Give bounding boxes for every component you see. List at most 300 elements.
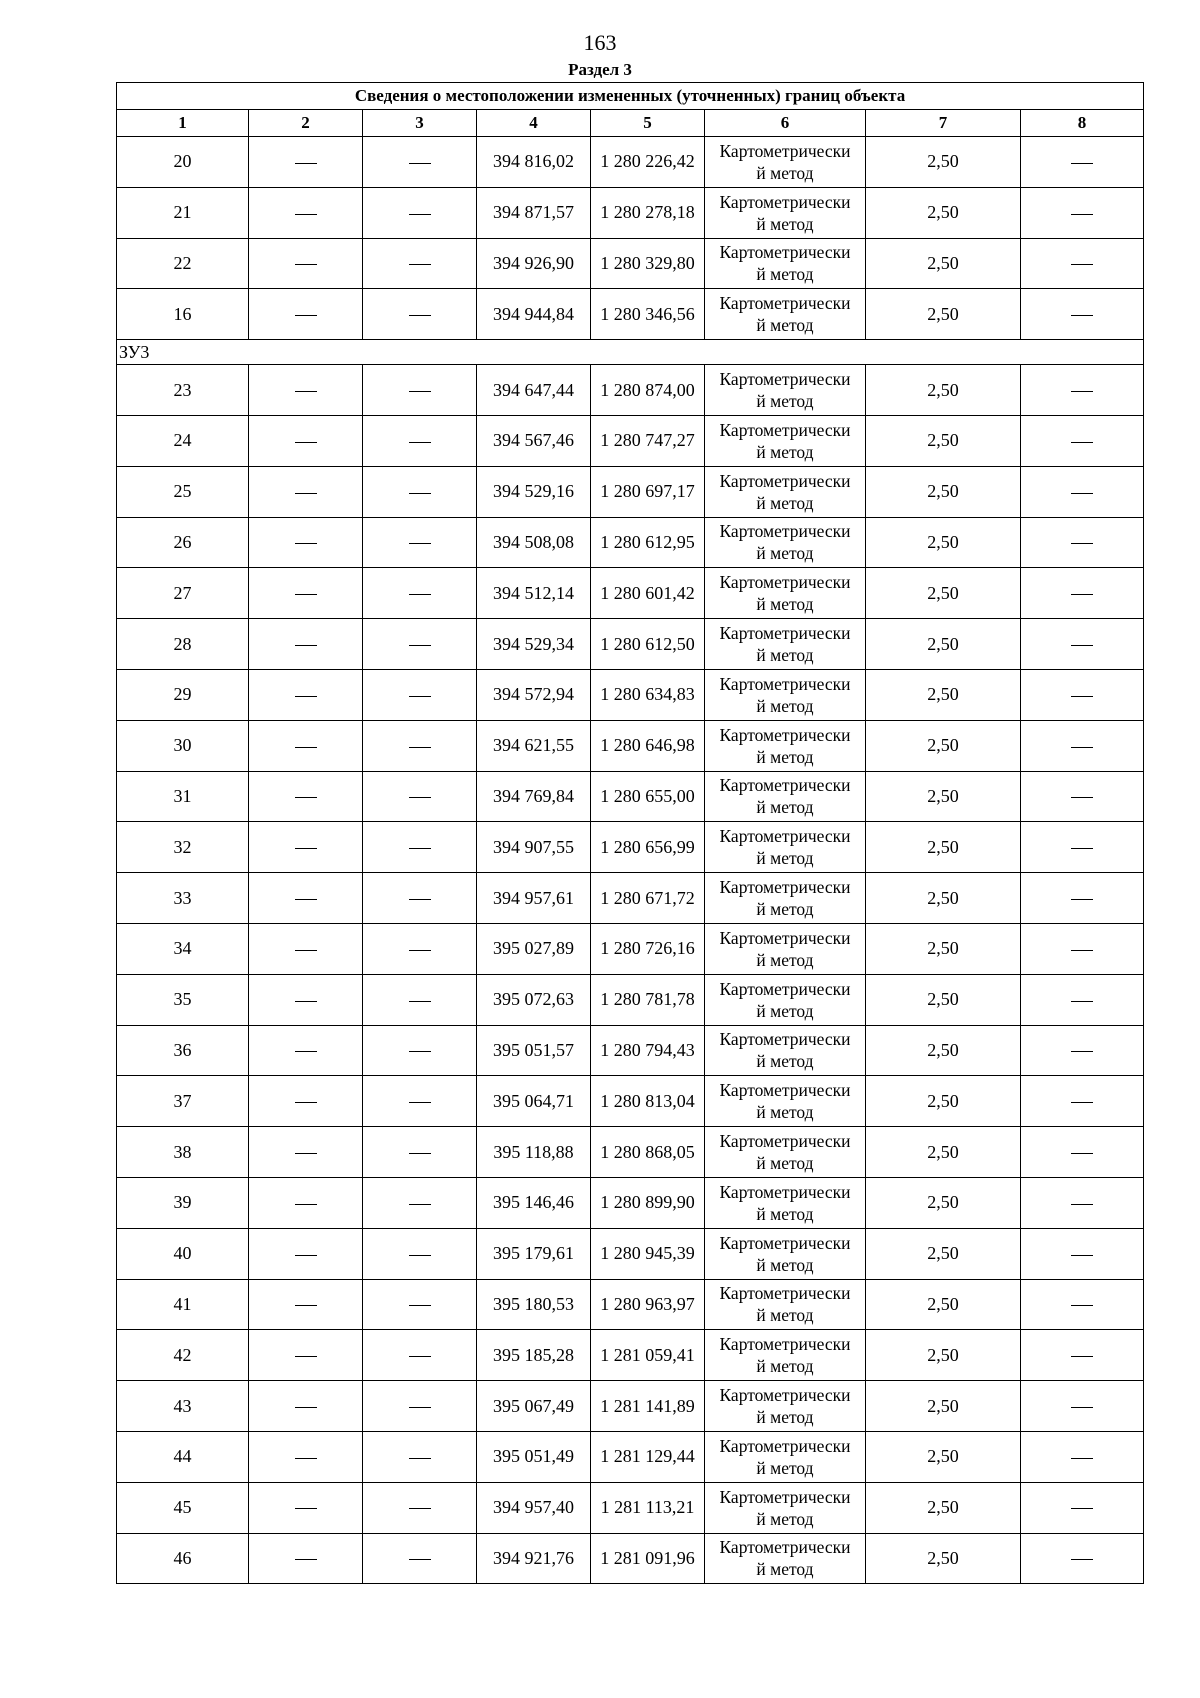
- method-line-2: й метод: [756, 391, 814, 412]
- old-x-cell: [249, 873, 363, 924]
- accuracy-cell: 2,50: [866, 1431, 1021, 1482]
- y-coordinate-cell: 1 280 671,72: [591, 873, 705, 924]
- y-coordinate-cell: 1 280 601,42: [591, 568, 705, 619]
- table-row: [117, 1381, 1144, 1432]
- point-number-cell: 40: [117, 1228, 249, 1279]
- dash-mark: [409, 645, 431, 646]
- x-coordinate-cell: 394 871,57: [477, 187, 591, 238]
- table-row: [117, 923, 1144, 974]
- old-y-cell: [363, 1177, 477, 1228]
- old-x-cell: [249, 720, 363, 771]
- y-coordinate-cell: 1 280 781,78: [591, 974, 705, 1025]
- point-number-cell: 35: [117, 974, 249, 1025]
- dash-mark: [1071, 696, 1093, 697]
- method-line-1: Картометрически: [719, 927, 851, 948]
- accuracy-cell: 2,50: [866, 137, 1021, 188]
- method-line-2: й метод: [756, 543, 814, 564]
- accuracy-cell: 2,50: [866, 466, 1021, 517]
- x-coordinate-cell: 394 957,61: [477, 873, 591, 924]
- accuracy-cell: 2,50: [866, 771, 1021, 822]
- y-coordinate-cell: 1 280 278,18: [591, 187, 705, 238]
- table-row: [117, 822, 1144, 873]
- dash-mark: [295, 645, 317, 646]
- x-coordinate-cell: 395 146,46: [477, 1177, 591, 1228]
- y-coordinate-cell: 1 280 329,80: [591, 238, 705, 289]
- method-cell: [705, 415, 866, 466]
- description-cell: [1021, 720, 1144, 771]
- table-row: [117, 1482, 1144, 1533]
- method-cell: [705, 974, 866, 1025]
- dash-mark: [409, 315, 431, 316]
- old-y-cell: [363, 1381, 477, 1432]
- y-coordinate-cell: 1 281 059,41: [591, 1330, 705, 1381]
- description-cell: [1021, 923, 1144, 974]
- x-coordinate-cell: 395 185,28: [477, 1330, 591, 1381]
- dash-mark: [1071, 543, 1093, 544]
- method-cell: [705, 720, 866, 771]
- y-coordinate-cell: 1 281 113,21: [591, 1482, 705, 1533]
- dash-mark: [1071, 848, 1093, 849]
- dash-mark: [1071, 950, 1093, 951]
- method-line-2: й метод: [756, 594, 814, 615]
- accuracy-cell: 2,50: [866, 415, 1021, 466]
- column-header: 5: [591, 110, 705, 137]
- old-y-cell: [363, 1127, 477, 1178]
- description-cell: [1021, 1228, 1144, 1279]
- dash-mark: [295, 1305, 317, 1306]
- description-cell: [1021, 1381, 1144, 1432]
- old-x-cell: [249, 517, 363, 568]
- x-coordinate-cell: 394 816,02: [477, 137, 591, 188]
- x-coordinate-cell: 394 567,46: [477, 415, 591, 466]
- accuracy-cell: 2,50: [866, 1330, 1021, 1381]
- method-cell: [705, 137, 866, 188]
- dash-mark: [1071, 163, 1093, 164]
- old-y-cell: [363, 974, 477, 1025]
- description-cell: [1021, 238, 1144, 289]
- table-row: [117, 720, 1144, 771]
- accuracy-cell: 2,50: [866, 923, 1021, 974]
- table-row: [117, 466, 1144, 517]
- column-header: 8: [1021, 110, 1144, 137]
- y-coordinate-cell: 1 280 747,27: [591, 415, 705, 466]
- accuracy-cell: 2,50: [866, 568, 1021, 619]
- old-y-cell: [363, 1431, 477, 1482]
- method-cell: [705, 517, 866, 568]
- old-x-cell: [249, 568, 363, 619]
- column-header: 3: [363, 110, 477, 137]
- method-cell: [705, 568, 866, 619]
- method-line-1: Картометрически: [719, 1486, 851, 1507]
- dash-mark: [1071, 493, 1093, 494]
- old-y-cell: [363, 720, 477, 771]
- method-line-1: Картометрически: [719, 1029, 851, 1050]
- method-line-2: й метод: [756, 746, 814, 767]
- y-coordinate-cell: 1 280 697,17: [591, 466, 705, 517]
- method-line-2: й метод: [756, 1203, 814, 1224]
- method-line-1: Картометрически: [719, 623, 851, 644]
- method-line-1: Картометрически: [719, 1181, 851, 1202]
- dash-mark: [409, 950, 431, 951]
- y-coordinate-cell: 1 280 899,90: [591, 1177, 705, 1228]
- dash-mark: [1071, 1407, 1093, 1408]
- method-line-2: й метод: [756, 1000, 814, 1021]
- dash-mark: [409, 1356, 431, 1357]
- old-y-cell: [363, 568, 477, 619]
- old-y-cell: [363, 187, 477, 238]
- point-number-cell: 28: [117, 619, 249, 670]
- dash-mark: [409, 899, 431, 900]
- method-cell: [705, 1482, 866, 1533]
- dash-mark: [1071, 1508, 1093, 1509]
- dash-mark: [295, 594, 317, 595]
- old-x-cell: [249, 415, 363, 466]
- dash-mark: [1071, 1458, 1093, 1459]
- description-cell: [1021, 669, 1144, 720]
- dash-mark: [1071, 1204, 1093, 1205]
- accuracy-cell: 2,50: [866, 974, 1021, 1025]
- x-coordinate-cell: 395 118,88: [477, 1127, 591, 1178]
- y-coordinate-cell: 1 280 346,56: [591, 289, 705, 340]
- old-x-cell: [249, 1228, 363, 1279]
- point-number-cell: 27: [117, 568, 249, 619]
- method-cell: [705, 619, 866, 670]
- old-y-cell: [363, 923, 477, 974]
- point-number-cell: 44: [117, 1431, 249, 1482]
- dash-mark: [295, 1508, 317, 1509]
- method-line-2: й метод: [756, 1407, 814, 1428]
- description-cell: [1021, 619, 1144, 670]
- description-cell: [1021, 289, 1144, 340]
- point-number-cell: 46: [117, 1533, 249, 1584]
- description-cell: [1021, 1431, 1144, 1482]
- dash-mark: [1071, 1153, 1093, 1154]
- dash-mark: [295, 1407, 317, 1408]
- method-line-2: й метод: [756, 492, 814, 513]
- dash-mark: [295, 696, 317, 697]
- method-line-1: Картометрически: [719, 1131, 851, 1152]
- old-y-cell: [363, 1076, 477, 1127]
- old-x-cell: [249, 1279, 363, 1330]
- x-coordinate-cell: 395 064,71: [477, 1076, 591, 1127]
- description-cell: [1021, 873, 1144, 924]
- method-cell: [705, 873, 866, 924]
- dash-mark: [1071, 1559, 1093, 1560]
- dash-mark: [295, 1102, 317, 1103]
- dash-mark: [1071, 391, 1093, 392]
- dash-mark: [1071, 1305, 1093, 1306]
- old-y-cell: [363, 466, 477, 517]
- dash-mark: [295, 747, 317, 748]
- method-cell: [705, 923, 866, 974]
- dash-mark: [295, 493, 317, 494]
- dash-mark: [409, 1153, 431, 1154]
- dash-mark: [295, 391, 317, 392]
- dash-mark: [295, 543, 317, 544]
- method-line-2: й метод: [756, 1508, 814, 1529]
- old-y-cell: [363, 517, 477, 568]
- method-cell: [705, 238, 866, 289]
- table-row: [117, 873, 1144, 924]
- x-coordinate-cell: 394 769,84: [477, 771, 591, 822]
- dash-mark: [409, 1051, 431, 1052]
- table-body: [117, 137, 1144, 1584]
- dash-mark: [295, 1204, 317, 1205]
- method-cell: [705, 1177, 866, 1228]
- dash-mark: [409, 493, 431, 494]
- old-y-cell: [363, 1533, 477, 1584]
- dash-mark: [295, 899, 317, 900]
- column-header: 4: [477, 110, 591, 137]
- old-x-cell: [249, 1533, 363, 1584]
- accuracy-cell: 2,50: [866, 669, 1021, 720]
- dash-mark: [295, 264, 317, 265]
- dash-mark: [1071, 214, 1093, 215]
- table-row: [117, 1025, 1144, 1076]
- dash-mark: [409, 696, 431, 697]
- method-line-1: Картометрически: [719, 1080, 851, 1101]
- column-header: 7: [866, 110, 1021, 137]
- table-row: [117, 1330, 1144, 1381]
- method-line-2: й метод: [756, 1457, 814, 1478]
- old-x-cell: [249, 771, 363, 822]
- dash-mark: [409, 1407, 431, 1408]
- old-y-cell: [363, 771, 477, 822]
- dash-mark: [1071, 899, 1093, 900]
- description-cell: [1021, 1330, 1144, 1381]
- method-line-1: Картометрически: [719, 470, 851, 491]
- x-coordinate-cell: 395 067,49: [477, 1381, 591, 1432]
- point-number-cell: 22: [117, 238, 249, 289]
- accuracy-cell: 2,50: [866, 1279, 1021, 1330]
- method-line-1: Картометрически: [719, 140, 851, 161]
- accuracy-cell: 2,50: [866, 187, 1021, 238]
- dash-mark: [295, 163, 317, 164]
- accuracy-cell: 2,50: [866, 1177, 1021, 1228]
- x-coordinate-cell: 394 907,55: [477, 822, 591, 873]
- method-line-1: Картометрически: [719, 419, 851, 440]
- dash-mark: [1071, 1255, 1093, 1256]
- table-row: [117, 669, 1144, 720]
- method-line-2: й метод: [756, 213, 814, 234]
- old-y-cell: [363, 137, 477, 188]
- old-x-cell: [249, 1076, 363, 1127]
- dash-mark: [409, 1559, 431, 1560]
- description-cell: [1021, 1127, 1144, 1178]
- method-cell: [705, 1381, 866, 1432]
- dash-mark: [1071, 1001, 1093, 1002]
- x-coordinate-cell: 394 647,44: [477, 365, 591, 416]
- accuracy-cell: 2,50: [866, 873, 1021, 924]
- coordinates-table: [116, 82, 1144, 1584]
- old-x-cell: [249, 187, 363, 238]
- method-line-1: Картометрически: [719, 775, 851, 796]
- dash-mark: [295, 214, 317, 215]
- method-line-1: Картометрически: [719, 1385, 851, 1406]
- dash-mark: [409, 214, 431, 215]
- dash-mark: [295, 1458, 317, 1459]
- x-coordinate-cell: 394 572,94: [477, 669, 591, 720]
- x-coordinate-cell: 395 072,63: [477, 974, 591, 1025]
- method-cell: [705, 1533, 866, 1584]
- method-cell: [705, 289, 866, 340]
- accuracy-cell: 2,50: [866, 1025, 1021, 1076]
- dash-mark: [295, 1001, 317, 1002]
- method-line-2: й метод: [756, 1051, 814, 1072]
- dash-mark: [409, 163, 431, 164]
- y-coordinate-cell: 1 280 655,00: [591, 771, 705, 822]
- point-number-cell: 20: [117, 137, 249, 188]
- old-x-cell: [249, 238, 363, 289]
- dash-mark: [1071, 747, 1093, 748]
- accuracy-cell: 2,50: [866, 517, 1021, 568]
- accuracy-cell: 2,50: [866, 238, 1021, 289]
- dash-mark: [409, 1508, 431, 1509]
- dash-mark: [409, 848, 431, 849]
- method-cell: [705, 1279, 866, 1330]
- y-coordinate-cell: 1 280 813,04: [591, 1076, 705, 1127]
- dash-mark: [295, 315, 317, 316]
- dash-mark: [1071, 1051, 1093, 1052]
- y-coordinate-cell: 1 281 129,44: [591, 1431, 705, 1482]
- point-number-cell: 31: [117, 771, 249, 822]
- method-line-1: Картометрически: [719, 1334, 851, 1355]
- point-number-cell: 42: [117, 1330, 249, 1381]
- old-x-cell: [249, 822, 363, 873]
- method-line-2: й метод: [756, 1102, 814, 1123]
- method-line-2: й метод: [756, 949, 814, 970]
- y-coordinate-cell: 1 280 226,42: [591, 137, 705, 188]
- dash-mark: [295, 848, 317, 849]
- point-number-cell: 45: [117, 1482, 249, 1533]
- x-coordinate-cell: 394 944,84: [477, 289, 591, 340]
- column-header: 2: [249, 110, 363, 137]
- x-coordinate-cell: 394 621,55: [477, 720, 591, 771]
- old-x-cell: [249, 669, 363, 720]
- method-line-1: Картометрически: [719, 572, 851, 593]
- dash-mark: [1071, 594, 1093, 595]
- section-title: Раздел 3: [568, 60, 632, 79]
- point-number-cell: 16: [117, 289, 249, 340]
- accuracy-cell: 2,50: [866, 289, 1021, 340]
- dash-mark: [295, 1255, 317, 1256]
- accuracy-cell: 2,50: [866, 1381, 1021, 1432]
- dash-mark: [1071, 264, 1093, 265]
- accuracy-cell: 2,50: [866, 822, 1021, 873]
- method-line-1: Картометрически: [719, 242, 851, 263]
- old-y-cell: [363, 365, 477, 416]
- method-line-1: Картометрически: [719, 826, 851, 847]
- point-number-cell: 39: [117, 1177, 249, 1228]
- table-row: [117, 517, 1144, 568]
- table-row: [117, 1431, 1144, 1482]
- table-caption: Сведения о местоположении измененных (уточненных) границ объекта: [117, 83, 1144, 110]
- table-row: [117, 289, 1144, 340]
- x-coordinate-cell: 395 179,61: [477, 1228, 591, 1279]
- description-cell: [1021, 137, 1144, 188]
- x-coordinate-cell: 394 926,90: [477, 238, 591, 289]
- dash-mark: [409, 391, 431, 392]
- point-number-cell: 23: [117, 365, 249, 416]
- dash-mark: [409, 1255, 431, 1256]
- old-x-cell: [249, 1127, 363, 1178]
- old-y-cell: [363, 238, 477, 289]
- table-row: [117, 568, 1144, 619]
- method-line-2: й метод: [756, 848, 814, 869]
- dash-mark: [409, 442, 431, 443]
- y-coordinate-cell: 1 280 726,16: [591, 923, 705, 974]
- method-line-2: й метод: [756, 1559, 814, 1580]
- method-line-1: Картометрически: [719, 293, 851, 314]
- method-line-2: й метод: [756, 264, 814, 285]
- table-row: [117, 771, 1144, 822]
- method-line-1: Картометрически: [719, 1232, 851, 1253]
- method-cell: [705, 669, 866, 720]
- dash-mark: [409, 1102, 431, 1103]
- dash-mark: [295, 1051, 317, 1052]
- old-x-cell: [249, 974, 363, 1025]
- description-cell: [1021, 771, 1144, 822]
- method-line-2: й метод: [756, 1356, 814, 1377]
- point-number-cell: 33: [117, 873, 249, 924]
- method-line-2: й метод: [756, 797, 814, 818]
- dash-mark: [295, 797, 317, 798]
- method-cell: [705, 466, 866, 517]
- y-coordinate-cell: 1 280 868,05: [591, 1127, 705, 1178]
- description-cell: [1021, 1482, 1144, 1533]
- dash-mark: [1071, 797, 1093, 798]
- dash-mark: [1071, 442, 1093, 443]
- old-x-cell: [249, 1330, 363, 1381]
- method-line-2: й метод: [756, 441, 814, 462]
- description-cell: [1021, 822, 1144, 873]
- old-y-cell: [363, 1279, 477, 1330]
- old-x-cell: [249, 1177, 363, 1228]
- dash-mark: [409, 1204, 431, 1205]
- method-line-1: Картометрически: [719, 521, 851, 542]
- old-y-cell: [363, 1330, 477, 1381]
- method-line-2: й метод: [756, 645, 814, 666]
- method-line-1: Картометрически: [719, 724, 851, 745]
- y-coordinate-cell: 1 280 612,50: [591, 619, 705, 670]
- old-x-cell: [249, 365, 363, 416]
- old-y-cell: [363, 1482, 477, 1533]
- table-row: [117, 1127, 1144, 1178]
- method-line-1: Картометрически: [719, 369, 851, 390]
- table-row: [117, 974, 1144, 1025]
- method-line-2: й метод: [756, 1153, 814, 1174]
- table-row: [117, 137, 1144, 188]
- old-y-cell: [363, 1025, 477, 1076]
- dash-mark: [409, 1001, 431, 1002]
- method-line-2: й метод: [756, 162, 814, 183]
- old-x-cell: [249, 289, 363, 340]
- dash-mark: [295, 1559, 317, 1560]
- dash-mark: [409, 797, 431, 798]
- table-row: [117, 1076, 1144, 1127]
- x-coordinate-cell: 394 512,14: [477, 568, 591, 619]
- accuracy-cell: 2,50: [866, 1482, 1021, 1533]
- method-line-2: й метод: [756, 899, 814, 920]
- method-cell: [705, 365, 866, 416]
- description-cell: [1021, 415, 1144, 466]
- dash-mark: [295, 442, 317, 443]
- column-header: 6: [705, 110, 866, 137]
- y-coordinate-cell: 1 280 945,39: [591, 1228, 705, 1279]
- y-coordinate-cell: 1 280 646,98: [591, 720, 705, 771]
- old-x-cell: [249, 1482, 363, 1533]
- point-number-cell: 43: [117, 1381, 249, 1432]
